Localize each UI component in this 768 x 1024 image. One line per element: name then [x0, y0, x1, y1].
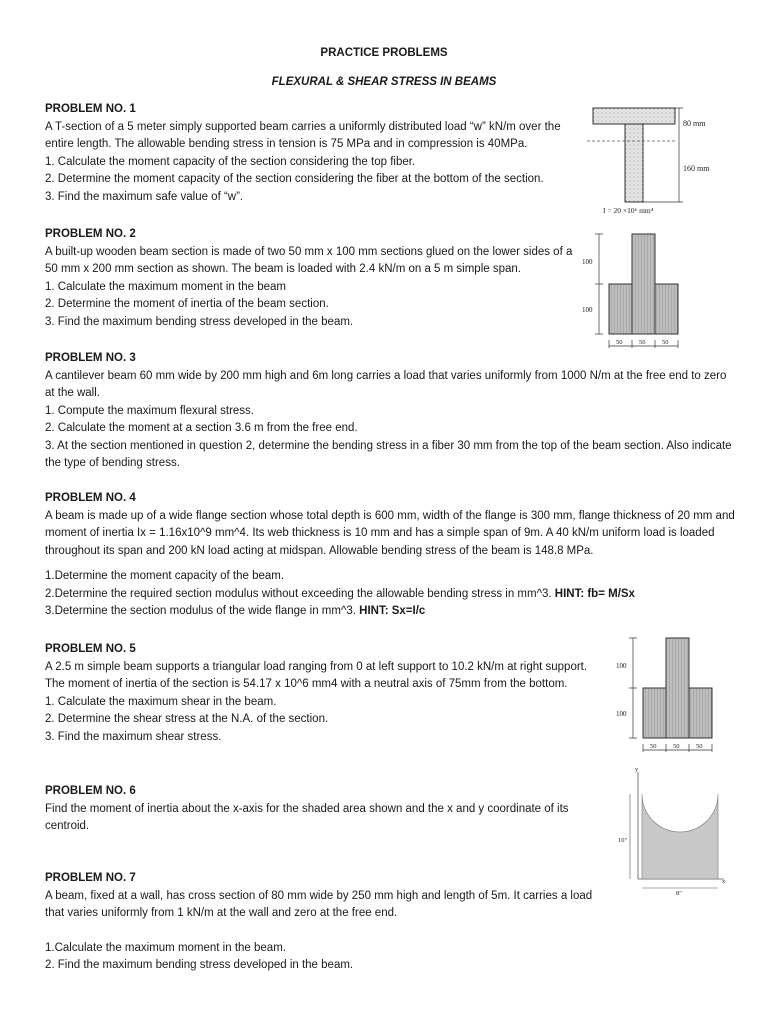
x-axis-label: x: [722, 878, 726, 885]
document-title: PRACTICE PROBLEMS: [320, 47, 448, 59]
built-up-section-figure-2: [612, 634, 722, 759]
t-section-figure: [585, 100, 735, 220]
problem-line: The moment of inertia of the section is 54.17 x 10^6 mm4 with a neutral axis of 75mm from the bottom.: [45, 678, 568, 690]
height-label: 10": [618, 837, 628, 844]
built-up-section-figure: [578, 230, 688, 355]
question-line: 3.Determine the section modulus of the wide flange in mm^3. HINT: Sx=I/c: [45, 605, 426, 617]
problem-heading: PROBLEM NO. 6: [45, 785, 136, 797]
problem-line: A T-section of a 5 meter simply supported beam carries a uniformly distributed load “w” kN/m over the: [45, 120, 561, 133]
problem-line: that varies uniformly from 1 kN/m at the wall and zero at the free end.: [45, 907, 398, 919]
dim-w1: 50: [616, 339, 623, 346]
dim-w2: 50: [639, 339, 646, 346]
problem-6: [45, 783, 569, 836]
problem-line: A 2.5 m simple beam supports a triangular load ranging from 0 at left support to 10.2 kN/m at right support.: [45, 660, 588, 673]
dim-w2: 50: [673, 743, 680, 750]
shaded-region: [642, 794, 718, 879]
problem-heading: PROBLEM NO. 7: [45, 872, 136, 884]
question-line: 2. Find the maximum bending stress developed in the beam.: [45, 959, 354, 971]
flange-label: 80 mm: [683, 119, 706, 128]
problem-line: 1. Compute the maximum flexural stress.: [45, 404, 254, 417]
problem-5: [45, 641, 587, 746]
question-line: 1.Calculate the maximum moment in the beam.: [45, 941, 286, 954]
problem-line: 2. Calculate the moment at a section 3.6 m from the free end.: [45, 422, 358, 434]
problem-heading: PROBLEM NO. 3: [45, 352, 136, 364]
inertia-label: I = 20 ×10⁶ mm⁴: [603, 206, 654, 215]
problem-line: A beam is made up of a wide flange section whose total depth is 600 mm, width of the flange is 300 mm, flange thickness of 20 mm and: [45, 509, 735, 522]
dim-upper: 100: [616, 662, 627, 670]
document-subtitle: FLEXURAL & SHEAR STRESS IN BEAMS: [271, 76, 497, 88]
problem-heading: PROBLEM NO. 1: [45, 103, 136, 115]
problem-7: [45, 870, 592, 975]
problem-line: 3. Find the maximum shear stress.: [45, 730, 222, 743]
problem-line: 1. Calculate the maximum shear in the beam.: [45, 695, 277, 708]
hint-text: HINT: fb= M/Sx: [554, 587, 635, 600]
dim-w3: 50: [662, 339, 669, 346]
problem-heading: PROBLEM NO. 4: [45, 492, 136, 504]
hint-text: HINT: Sx=I/c: [359, 605, 426, 617]
problem-line: 50 mm x 200 mm section as shown. The beam is loaded with 2.4 kN/m on a 5 m simple span.: [45, 263, 521, 275]
problem-line: entire length. The allowable bending stress in tension is 75 MPa and in compression is 40MPa.: [45, 138, 528, 150]
problem-line: 2. Determine the moment of inertia of the beam section.: [45, 298, 329, 310]
problem-3: [45, 350, 732, 473]
shaded-area-figure: [612, 764, 730, 896]
problem-line: Find the moment of inertia about the x-axis for the shaded area shown and the x and y coordinate of its: [45, 802, 569, 815]
dim-lower: 100: [616, 710, 627, 718]
problem-line: 1. Calculate the maximum moment in the beam: [45, 280, 286, 293]
dim-upper: 100: [582, 258, 593, 266]
problem-4: [45, 490, 735, 621]
problem-line: throughout its span and 200 kN load acting at midspan. Allowable bending stress of the beam is 148.8 MPa.: [45, 544, 594, 557]
problem-line: 2. Determine the moment capacity of the section considering the fiber at the bottom of the section.: [45, 173, 544, 185]
width-label: 8": [676, 890, 682, 896]
y-axis-label: y: [635, 766, 639, 773]
problem-line: moment of inertia Ix = 1.16x10^9 mm^4. Its web thickness is 10 mm and has a simple span of 9m. A 40 kN/m uniform load is loaded: [45, 527, 715, 539]
problem-line: 3. Find the maximum bending stress developed in the beam.: [45, 315, 354, 328]
question-line: 2.Determine the required section modulus without exceeding the allowable bending stress in mm^3. HINT: fb= M/Sx: [45, 587, 635, 600]
web-label: 160 mm: [683, 164, 710, 173]
problem-line: centroid.: [45, 820, 90, 832]
dim-w3: 50: [696, 743, 703, 750]
problem-1: [45, 101, 561, 206]
problem-line: at the wall.: [45, 387, 100, 399]
flange-shape: [593, 108, 675, 124]
dim-lower: 100: [582, 306, 593, 314]
problem-2: [45, 226, 572, 331]
problem-line: 1. Calculate the moment capacity of the section considering the top fiber.: [45, 155, 416, 168]
dim-w1: 50: [650, 743, 657, 750]
problem-line: 3. Find the maximum safe value of “w”.: [45, 190, 244, 203]
problem-line: A built-up wooden beam section is made of two 50 mm x 100 mm sections glued on the lower sides of a: [45, 245, 573, 258]
problem-line: 3. At the section mentioned in question 2, determine the bending stress in a fiber 30 mm from the top of the beam section. Also indicate: [45, 439, 732, 452]
problem-line: 2. Determine the shear stress at the N.A. of the section.: [45, 713, 329, 725]
problem-heading: PROBLEM NO. 5: [45, 643, 136, 655]
problem-heading: PROBLEM NO. 2: [45, 228, 136, 240]
problem-line: A cantilever beam 60 mm wide by 200 mm high and 6m long carries a load that varies uniformly from 1000 N/m at the free end to zero: [45, 369, 727, 382]
web-shape: [625, 124, 643, 202]
problem-line: A beam, fixed at a wall, has cross section of 80 mm wide by 250 mm high and length of 5m. It carries a load: [45, 889, 593, 902]
question-line: 1.Determine the moment capacity of the beam.: [45, 570, 285, 582]
problem-line: the type of bending stress.: [45, 457, 180, 469]
